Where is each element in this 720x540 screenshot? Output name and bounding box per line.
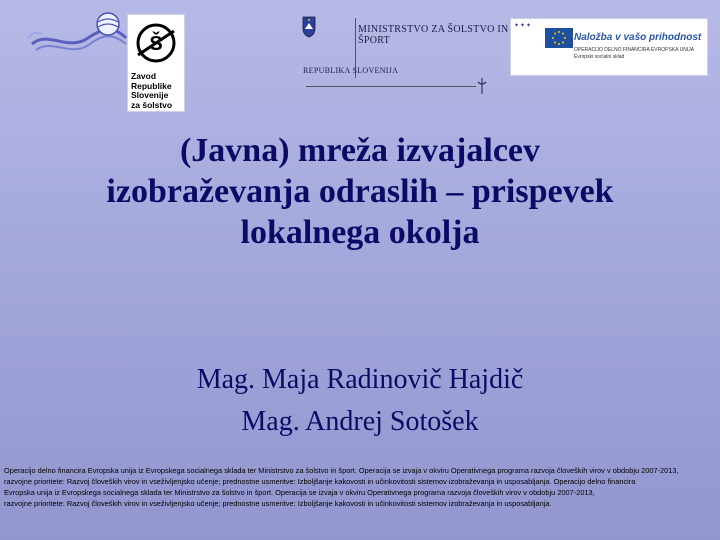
coat-of-arms-icon — [302, 16, 316, 38]
disclaimer-line: Operacijo delno financira Evropska unija iz Evropskega socialnega sklada ter Ministrstvo za šolstvo in šport. Operacija se izvaja v okviru Operativnega programa razvoja človeških virov v obdobju 2007-2013, — [4, 466, 679, 475]
wave-logo-icon — [28, 8, 128, 58]
eu-flag-icon — [545, 28, 573, 48]
author-name: Mag. Andrej Sotošek — [241, 406, 479, 437]
title-line: izobraževanja odraslih – prispevek — [106, 173, 614, 210]
disclaimer-line: razvojne prioritete: Razvoj človeških virov in vseživljenjsko učenje; prednostne usmeritve: Izboljšanje kakovosti in učinkovitosti sistemov izobraževanja in usposabljanja. Operacijo delno financira — [4, 477, 636, 486]
republic-name: REPUBLIKA SLOVENIJA — [303, 66, 399, 75]
ornament-icon — [476, 76, 488, 96]
eu-subtitle: OPERACIJO DELNO FINANCIRA EVROPSKA UNIJA — [574, 47, 695, 53]
zrss-line: za šolstvo — [131, 99, 173, 110]
author-name: Mag. Maja Radinovič Hajdič — [196, 364, 524, 395]
zrss-logo — [127, 14, 185, 112]
eu-funding-logo — [510, 18, 708, 76]
eu-fund-name: Evropski socialni sklad — [574, 54, 625, 60]
zrss-line: Republike — [131, 80, 172, 91]
disclaimer-line: Evropska unija iz Evropskega socialnega sklada ter Ministrstvo za šolstvo in šport. Operacija se izvaja v okviru Operativnega programa razvoja človeških virov v obdobju 2007-2013, — [4, 488, 595, 497]
disclaimer-line: razvojne prioritete: Razvoj človeških virov in vseživljenjsko učenje; prednostne usmeritve: Izboljšanje kakovosti in učinkovitosti sistemov izobraževanja in usposabljanja. — [4, 499, 552, 508]
ministry-name: MINISTRSTVO ZA ŠOLSTVO IN ŠPORT — [358, 24, 509, 46]
title-line: (Javna) mreža izvajalcev — [179, 132, 541, 169]
funding-disclaimer — [4, 465, 716, 509]
zrss-name — [131, 72, 183, 110]
ministry-logo — [300, 14, 510, 96]
zrss-line: Slovenije — [131, 90, 169, 100]
eu-stars-icon: ✦✦✦ — [514, 23, 533, 29]
svg-text:Š: Š — [149, 33, 163, 55]
eu-slogan: Naložba v vašo prihodnost — [574, 32, 702, 43]
title-line: lokalnega okolja — [240, 214, 480, 251]
slide-title — [20, 130, 700, 253]
zrss-line: Zavod — [131, 71, 157, 81]
zrss-emblem-icon — [130, 17, 182, 69]
ministry-rule — [306, 86, 476, 87]
